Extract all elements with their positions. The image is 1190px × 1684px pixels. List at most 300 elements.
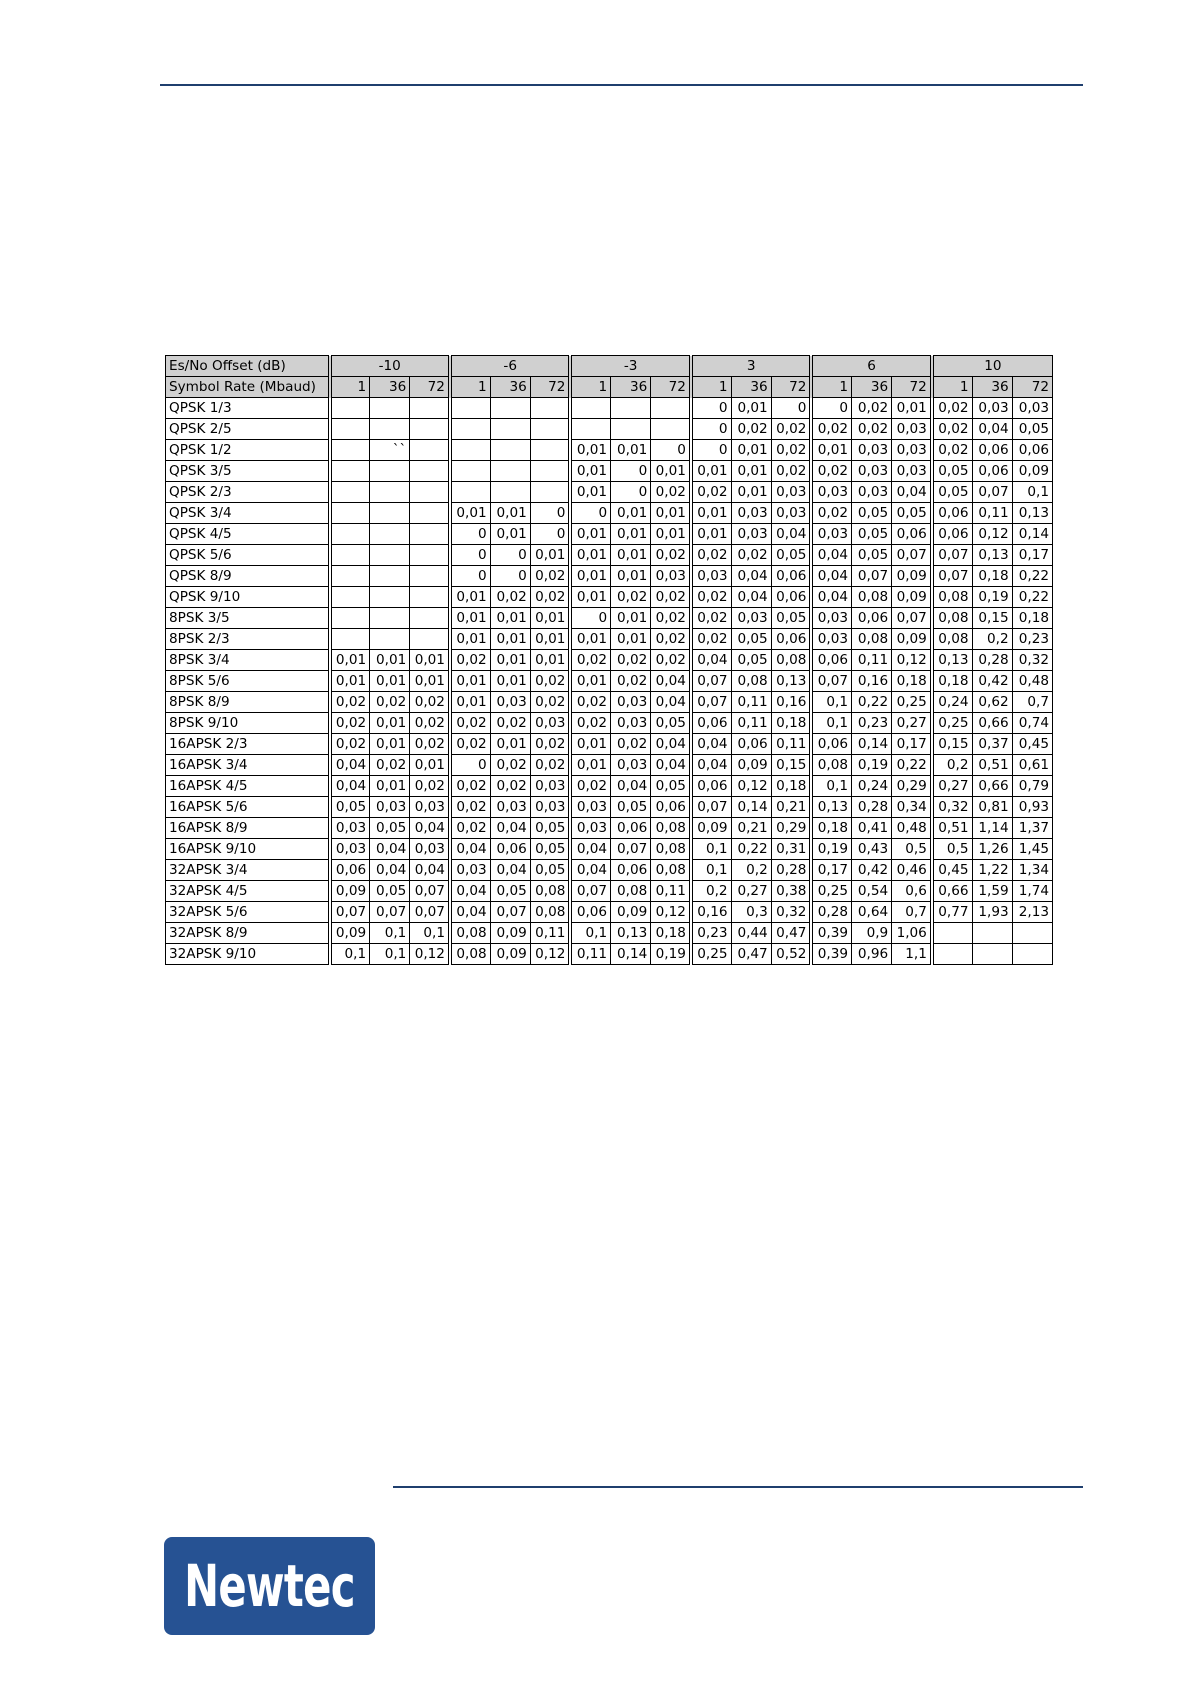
modcod-label: QPSK 3/5	[166, 461, 330, 482]
value-cell: 0,01	[691, 461, 731, 482]
value-cell: 0	[611, 461, 651, 482]
value-cell: 0,01	[450, 692, 490, 713]
value-cell: 0,01	[370, 713, 410, 734]
value-cell: 0,01	[651, 461, 691, 482]
value-cell: 0,1	[811, 713, 851, 734]
value-cell: 0,02	[611, 587, 651, 608]
symbol-rate-header: 36	[611, 377, 651, 398]
value-cell	[570, 419, 610, 440]
value-cell: 0,48	[1012, 671, 1052, 692]
value-cell: 0,01	[530, 545, 570, 566]
value-cell: 0,06	[932, 503, 972, 524]
value-cell: 0,11	[972, 503, 1012, 524]
value-cell: 0,02	[731, 545, 771, 566]
value-cell: 0,45	[1012, 734, 1052, 755]
value-cell: 0,25	[691, 944, 731, 965]
value-cell: 0,32	[932, 797, 972, 818]
value-cell	[370, 419, 410, 440]
value-cell	[490, 419, 530, 440]
table-row	[166, 881, 1053, 902]
value-cell: 0,04	[570, 839, 610, 860]
value-cell: 0,74	[1012, 713, 1052, 734]
value-cell: 0,03	[530, 713, 570, 734]
value-cell: 0,07	[932, 566, 972, 587]
value-cell: 0,02	[530, 566, 570, 587]
modcod-label: 16APSK 8/9	[166, 818, 330, 839]
value-cell	[330, 461, 370, 482]
value-cell: 1,26	[972, 839, 1012, 860]
value-cell: 0,51	[932, 818, 972, 839]
value-cell: 0,11	[570, 944, 610, 965]
value-cell: 0,07	[691, 692, 731, 713]
value-cell: 0,06	[490, 839, 530, 860]
value-cell: 1,22	[972, 860, 1012, 881]
table-row	[166, 461, 1053, 482]
modcod-label: 32APSK 9/10	[166, 944, 330, 965]
value-cell: 0,08	[651, 860, 691, 881]
value-cell: 0,04	[410, 818, 450, 839]
symbol-rate-header: 36	[972, 377, 1012, 398]
symbol-rate-header: 72	[892, 377, 932, 398]
value-cell: 0,01	[691, 524, 731, 545]
value-cell: 1,06	[892, 923, 932, 944]
value-cell: 0,03	[731, 503, 771, 524]
value-cell: 0,02	[490, 587, 530, 608]
value-cell: 0,04	[450, 839, 490, 860]
value-cell: 0	[771, 398, 811, 419]
value-cell	[410, 482, 450, 503]
modcod-label: QPSK 2/3	[166, 482, 330, 503]
offset-group-header: -3	[570, 356, 690, 377]
value-cell: 0,39	[811, 923, 851, 944]
value-cell: 0,05	[611, 797, 651, 818]
value-cell	[330, 503, 370, 524]
symbol-rate-header: 1	[932, 377, 972, 398]
table-row	[166, 419, 1053, 440]
value-cell	[370, 545, 410, 566]
modcod-label: 16APSK 2/3	[166, 734, 330, 755]
value-cell: 0,02	[410, 692, 450, 713]
modcod-label: QPSK 1/3	[166, 398, 330, 419]
value-cell: 0,04	[691, 650, 731, 671]
value-cell: 0,06	[691, 713, 731, 734]
value-cell: 0,06	[892, 524, 932, 545]
value-cell: 0,06	[811, 734, 851, 755]
value-cell: 0	[570, 608, 610, 629]
value-cell: 0,02	[530, 755, 570, 776]
value-cell: 0,02	[771, 461, 811, 482]
value-cell	[410, 524, 450, 545]
symbol-rate-header: 1	[570, 377, 610, 398]
value-cell: 0,01	[490, 629, 530, 650]
value-cell: 0,05	[892, 503, 932, 524]
symbol-rate-header: 72	[771, 377, 811, 398]
modcod-label: QPSK 9/10	[166, 587, 330, 608]
value-cell: 0,03	[811, 482, 851, 503]
value-cell: 0,04	[330, 755, 370, 776]
table-row	[166, 755, 1053, 776]
value-cell: 0,03	[731, 608, 771, 629]
value-cell: 0,02	[651, 629, 691, 650]
value-cell: 0,07	[691, 671, 731, 692]
value-cell: 0,05	[330, 797, 370, 818]
value-cell: 0,43	[852, 839, 892, 860]
offset-group-header: 10	[932, 356, 1053, 377]
value-cell: 0,02	[651, 650, 691, 671]
value-cell: 0,18	[972, 566, 1012, 587]
value-cell: 1,93	[972, 902, 1012, 923]
value-cell	[972, 944, 1012, 965]
value-cell: 0,03	[972, 398, 1012, 419]
value-cell: 0	[811, 398, 851, 419]
value-cell: 0,04	[731, 566, 771, 587]
value-cell: 0,66	[972, 776, 1012, 797]
value-cell: 0,19	[972, 587, 1012, 608]
value-cell	[932, 944, 972, 965]
value-cell: 0,16	[852, 671, 892, 692]
value-cell	[410, 440, 450, 461]
value-cell: 0	[570, 503, 610, 524]
value-cell: 0,03	[330, 839, 370, 860]
value-cell: 0,04	[611, 776, 651, 797]
value-cell: 0,1	[570, 923, 610, 944]
value-cell	[611, 398, 651, 419]
value-cell: 0,79	[1012, 776, 1052, 797]
value-cell: 0,29	[771, 818, 811, 839]
value-cell: 0,07	[691, 797, 731, 818]
value-cell: 0,03	[330, 818, 370, 839]
value-cell: 1,74	[1012, 881, 1052, 902]
value-cell: 0,04	[811, 545, 851, 566]
value-cell: 0,03	[651, 566, 691, 587]
value-cell: 0,01	[330, 650, 370, 671]
value-cell: 0,01	[611, 608, 651, 629]
value-cell: 0,02	[490, 713, 530, 734]
value-cell: 0,19	[651, 944, 691, 965]
value-cell: 0,13	[811, 797, 851, 818]
value-cell: 0,18	[892, 671, 932, 692]
value-cell: 0,04	[570, 860, 610, 881]
value-cell: 0,04	[651, 755, 691, 776]
value-cell: 0,66	[932, 881, 972, 902]
value-cell: 0,02	[450, 776, 490, 797]
symbol-rate-header-row	[166, 377, 1053, 398]
value-cell: 0,03	[611, 713, 651, 734]
value-cell: 0,02	[570, 650, 610, 671]
value-cell	[490, 482, 530, 503]
value-cell: 0,24	[852, 776, 892, 797]
modcod-label: 8PSK 3/5	[166, 608, 330, 629]
value-cell: 0,05	[1012, 419, 1052, 440]
value-cell: 0,03	[892, 440, 932, 461]
footer-rule	[393, 1486, 1083, 1488]
value-cell: 0,03	[410, 839, 450, 860]
value-cell: 0,03	[811, 524, 851, 545]
value-cell: 0,03	[892, 461, 932, 482]
value-cell: 0,17	[811, 860, 851, 881]
value-cell: 0,2	[972, 629, 1012, 650]
value-cell: 0,03	[771, 503, 811, 524]
value-cell	[530, 482, 570, 503]
value-cell: 0,23	[852, 713, 892, 734]
value-cell: 0,03	[570, 818, 610, 839]
value-cell: 0,96	[852, 944, 892, 965]
value-cell: 0,03	[490, 797, 530, 818]
value-cell: ``	[370, 440, 410, 461]
value-cell: 0,06	[771, 587, 811, 608]
table-row	[166, 671, 1053, 692]
value-cell	[370, 608, 410, 629]
value-cell: 0,07	[852, 566, 892, 587]
value-cell: 0,04	[691, 734, 731, 755]
value-cell: 0,02	[570, 692, 610, 713]
value-cell: 0,06	[691, 776, 731, 797]
value-cell	[330, 482, 370, 503]
value-cell: 0,02	[691, 608, 731, 629]
value-cell: 0,25	[932, 713, 972, 734]
value-cell: 0,01	[370, 650, 410, 671]
value-cell: 0,07	[370, 902, 410, 923]
value-cell: 0,01	[490, 608, 530, 629]
value-cell	[530, 440, 570, 461]
value-cell: 0,02	[330, 692, 370, 713]
value-cell: 0,05	[651, 713, 691, 734]
value-cell: 0,22	[1012, 566, 1052, 587]
symbol-rate-header: 1	[811, 377, 851, 398]
value-cell: 0,34	[892, 797, 932, 818]
value-cell: 0,01	[731, 398, 771, 419]
value-cell: 0,1	[370, 944, 410, 965]
value-cell: 0,42	[852, 860, 892, 881]
value-cell: 1,37	[1012, 818, 1052, 839]
value-cell: 0,04	[370, 839, 410, 860]
value-cell	[330, 440, 370, 461]
value-cell: 0,27	[731, 881, 771, 902]
value-cell: 0,12	[651, 902, 691, 923]
value-cell: 0,01	[490, 650, 530, 671]
value-cell: 0,11	[852, 650, 892, 671]
value-cell: 0,04	[450, 881, 490, 902]
value-cell: 0,18	[771, 713, 811, 734]
modcod-label: QPSK 5/6	[166, 545, 330, 566]
value-cell: 0,06	[972, 440, 1012, 461]
value-cell: 0,06	[611, 818, 651, 839]
value-cell: 0,08	[771, 650, 811, 671]
value-cell: 0,02	[852, 398, 892, 419]
value-cell: 0,08	[852, 587, 892, 608]
value-cell: 0,09	[892, 629, 932, 650]
value-cell: 0,01	[410, 671, 450, 692]
modcod-label: 16APSK 5/6	[166, 797, 330, 818]
value-cell: 0,02	[490, 776, 530, 797]
value-cell: 0	[530, 524, 570, 545]
value-cell: 0,05	[852, 545, 892, 566]
value-cell: 0,03	[611, 692, 651, 713]
offset-group-header: -6	[450, 356, 570, 377]
value-cell: 0,01	[370, 776, 410, 797]
modcod-label: QPSK 8/9	[166, 566, 330, 587]
table-row	[166, 650, 1053, 671]
value-cell	[410, 503, 450, 524]
value-cell: 0,03	[611, 755, 651, 776]
value-cell: 0,02	[330, 734, 370, 755]
modcod-label: 32APSK 5/6	[166, 902, 330, 923]
value-cell: 0,02	[651, 608, 691, 629]
value-cell: 1,45	[1012, 839, 1052, 860]
value-cell: 0,13	[611, 923, 651, 944]
value-cell: 0,32	[771, 902, 811, 923]
value-cell: 0,01	[490, 524, 530, 545]
value-cell: 0,03	[691, 566, 731, 587]
value-cell: 0,09	[1012, 461, 1052, 482]
value-cell: 0,01	[530, 650, 570, 671]
table-row	[166, 713, 1053, 734]
value-cell: 0,07	[972, 482, 1012, 503]
value-cell: 0,28	[972, 650, 1012, 671]
value-cell: 1,34	[1012, 860, 1052, 881]
value-cell: 0,13	[1012, 503, 1052, 524]
modcod-label: QPSK 4/5	[166, 524, 330, 545]
value-cell: 0,05	[771, 608, 811, 629]
value-cell: 0,07	[570, 881, 610, 902]
value-cell	[410, 566, 450, 587]
value-cell	[1012, 923, 1052, 944]
value-cell: 0,04	[811, 566, 851, 587]
value-cell: 0,02	[852, 419, 892, 440]
value-cell: 0,1	[410, 923, 450, 944]
symbol-rate-header: 36	[852, 377, 892, 398]
value-cell: 0,15	[932, 734, 972, 755]
value-cell: 0,13	[932, 650, 972, 671]
value-cell: 0,03	[530, 797, 570, 818]
value-cell: 0,77	[932, 902, 972, 923]
value-cell: 0	[530, 503, 570, 524]
modcod-label: 8PSK 5/6	[166, 671, 330, 692]
value-cell: 0,02	[450, 818, 490, 839]
value-cell: 0,09	[330, 923, 370, 944]
value-cell: 0,02	[490, 755, 530, 776]
value-cell: 0,31	[771, 839, 811, 860]
value-cell: 0,27	[892, 713, 932, 734]
value-cell: 0,04	[972, 419, 1012, 440]
value-cell: 0,05	[852, 524, 892, 545]
value-cell: 0,06	[611, 860, 651, 881]
value-cell	[330, 398, 370, 419]
value-cell: 0,01	[450, 587, 490, 608]
value-cell: 0,24	[932, 692, 972, 713]
value-cell: 0,13	[972, 545, 1012, 566]
value-cell: 0,07	[892, 545, 932, 566]
value-cell: 0,06	[811, 650, 851, 671]
value-cell	[370, 629, 410, 650]
value-cell	[410, 587, 450, 608]
value-cell: 0,11	[731, 713, 771, 734]
value-cell	[651, 398, 691, 419]
symbol-rate-header: 72	[1012, 377, 1052, 398]
modcod-label: 32APSK 8/9	[166, 923, 330, 944]
value-cell	[450, 419, 490, 440]
value-cell	[611, 419, 651, 440]
offset-group-header: 3	[691, 356, 811, 377]
value-cell: 0,07	[490, 902, 530, 923]
value-cell: 0,12	[410, 944, 450, 965]
value-cell	[370, 587, 410, 608]
value-cell: 0,12	[972, 524, 1012, 545]
value-cell: 0,06	[771, 566, 811, 587]
value-cell: 0,03	[811, 608, 851, 629]
modcod-label: 8PSK 8/9	[166, 692, 330, 713]
value-cell: 0,09	[691, 818, 731, 839]
value-cell	[330, 629, 370, 650]
value-cell: 0,29	[892, 776, 932, 797]
value-cell: 0,14	[1012, 524, 1052, 545]
value-cell: 0,01	[450, 629, 490, 650]
table-row	[166, 818, 1053, 839]
value-cell: 0,12	[731, 776, 771, 797]
value-cell: 0,02	[651, 482, 691, 503]
value-cell: 0,17	[892, 734, 932, 755]
value-cell: 0,08	[611, 881, 651, 902]
value-cell: 0,02	[691, 545, 731, 566]
value-cell: 0,01	[570, 587, 610, 608]
symbol-rate-header: 72	[530, 377, 570, 398]
value-cell: 0,21	[731, 818, 771, 839]
value-cell: 0,02	[811, 419, 851, 440]
table-row	[166, 692, 1053, 713]
value-cell: 0,04	[490, 818, 530, 839]
value-cell: 0,09	[490, 944, 530, 965]
value-cell: 0,02	[611, 734, 651, 755]
value-cell: 0,01	[570, 755, 610, 776]
value-cell: 0,18	[771, 776, 811, 797]
value-cell	[932, 923, 972, 944]
value-cell: 0,1	[330, 944, 370, 965]
value-cell: 0,03	[450, 860, 490, 881]
value-cell	[370, 398, 410, 419]
value-cell: 0	[490, 545, 530, 566]
value-cell: 0,1	[811, 692, 851, 713]
value-cell	[410, 629, 450, 650]
value-cell: 0,25	[892, 692, 932, 713]
value-cell: 0,02	[731, 419, 771, 440]
value-cell: 0,19	[811, 839, 851, 860]
value-cell: 0,03	[892, 419, 932, 440]
value-cell: 1,1	[892, 944, 932, 965]
value-cell: 0,02	[651, 587, 691, 608]
value-cell	[330, 608, 370, 629]
value-cell	[330, 545, 370, 566]
value-cell: 0,06	[1012, 440, 1052, 461]
value-cell: 0,23	[691, 923, 731, 944]
value-cell: 0,1	[691, 860, 731, 881]
value-cell: 0,18	[1012, 608, 1052, 629]
value-cell: 0,07	[811, 671, 851, 692]
value-cell	[450, 440, 490, 461]
value-cell: 0,01	[651, 503, 691, 524]
value-cell: 0,02	[450, 797, 490, 818]
value-cell: 0	[691, 419, 731, 440]
value-cell: 0,15	[771, 755, 811, 776]
value-cell: 0,02	[932, 419, 972, 440]
value-cell: 0,06	[570, 902, 610, 923]
table-row	[166, 545, 1053, 566]
table-row	[166, 482, 1053, 503]
value-cell: 0,04	[651, 671, 691, 692]
value-cell: 0,08	[811, 755, 851, 776]
value-cell: 0,04	[771, 524, 811, 545]
value-cell: 0,02	[410, 713, 450, 734]
value-cell: 0,32	[1012, 650, 1052, 671]
